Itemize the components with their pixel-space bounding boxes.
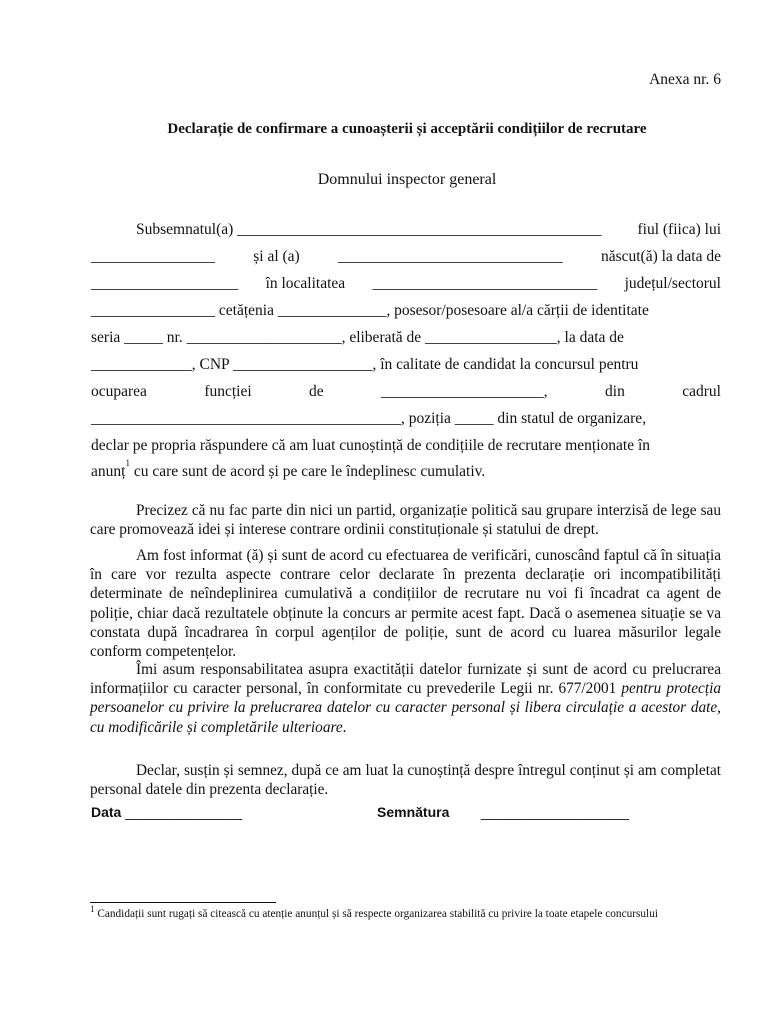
- paragraph-declaration: [90, 761, 721, 799]
- paragraph-no-party-membership: [90, 501, 721, 539]
- footnote-mark: 1: [90, 904, 95, 915]
- form-line-8: [91, 410, 721, 428]
- form-line-10: [91, 458, 721, 481]
- paragraph-text: Precizez că nu fac parte din nici un partid, organizație politică sau grupare interzisă de lege sau care promovează idei și interese contrare ordinii constituționale și statului de drept.: [90, 502, 721, 539]
- form-line-3-part: ___________________: [91, 275, 239, 292]
- date-blank: _______________: [125, 804, 243, 820]
- form-line-9: [91, 437, 721, 455]
- form-line-1: [91, 221, 721, 239]
- paragraph-text: Îmi asum responsabilitatea asupra exactității datelor furnizate și sunt de acord cu prelucrarea informațiilor cu caracter personal, în conformitate cu prevederile Legii nr. 677/2001: [90, 661, 721, 698]
- form-line-6-part: _____________, CNP __________________, în calitate de candidat la concursul pentru: [91, 356, 639, 373]
- form-line-7: [91, 383, 721, 401]
- signature-field[interactable]: ___________________: [481, 804, 629, 820]
- form-line-3-part: în localitatea: [265, 275, 346, 292]
- addressee: Domnului inspector general: [317, 171, 497, 188]
- footnote-reference: 1: [125, 458, 130, 468]
- form-line-4-part: ________________ cetățenia ______________, posesor/posesoare al/a cărții de identitate: [91, 302, 649, 319]
- footnote-separator: [90, 902, 276, 903]
- form-line-2: [91, 248, 721, 266]
- form-line-7-part: de: [309, 383, 324, 400]
- form-line-7-part: din: [605, 383, 625, 400]
- form-line-3: [91, 275, 721, 293]
- law-title-italic: pentru protecția persoanelor cu privire la prelucrarea datelor cu caracter personal și libera circulație a acestor date, cu modificările și completările ulterioare: [90, 680, 721, 736]
- form-line-2-part: ________________: [91, 248, 215, 265]
- form-line-7-part: funcției: [204, 383, 252, 400]
- form-line-2-part: născut(ă) la data de: [600, 248, 721, 265]
- form-line-10-before: anunț: [91, 463, 126, 480]
- form-line-7-part: ocuparea: [91, 383, 147, 400]
- paragraph-verification-consent: [90, 546, 721, 661]
- form-line-3-part: _____________________________: [372, 275, 598, 292]
- form-line-5-part: seria _____ nr. ____________________, eliberată de _________________, la data de: [91, 329, 624, 346]
- footnote-text: Candidații sunt rugați să citească cu atenție anunțul și să respecte organizarea stabilită cu privire la toate etapele concursului: [97, 908, 658, 920]
- form-line-2-part: _____________________________: [337, 248, 563, 265]
- form-line-2-part: și al (a): [253, 248, 300, 265]
- paragraph-end: .: [342, 718, 347, 736]
- paragraph-text: Am fost informat (ă) și sunt de acord cu efectuarea de verificări, cunoscând faptul că în situația în care vor rezulta aspecte contrare celor declarate în prezenta declarație ori incompatibilități determinate de neîndeplinirea cumulativă a condițiilor de recrutare nu voi fi încadrat ca agent de poliție, chiar dacă rezultatele obținute la concurs ar permite acest fapt. Dacă o asemenea situație se va constata după încadrarea în corpul agenților de poliție, sunt de acord cu luarea măsurilor legale conform competențelor.: [90, 547, 721, 661]
- form-line-1-part: Subsemnatul(a) _______________________________________________: [136, 221, 602, 238]
- paragraph-text: Declar, susțin și semnez, după ce am luat la cunoștință despre întregul conținut și am completat personal datele din prezenta declarație.: [90, 762, 721, 799]
- form-line-4: [91, 302, 721, 320]
- footnote: [90, 904, 720, 922]
- document-title: Declarație de confirmare a cunoașterii și acceptării condițiilor de recrutare: [167, 121, 647, 137]
- form-line-7-part: cadrul: [682, 383, 721, 400]
- form-line-1-part: fiul (fiica) lui: [637, 221, 721, 238]
- form-line-9-part: declar pe propria răspundere că am luat cunoștință de condițiile de recrutare menționate în: [91, 437, 651, 454]
- date-label: Data: [91, 804, 122, 820]
- signature-label: Semnătura: [377, 804, 450, 820]
- form-line-10-after: cu care sunt de acord și pe care le îndeplinesc cumulativ.: [129, 463, 486, 480]
- form-line-5: [91, 329, 721, 347]
- annex-number: Anexa nr. 6: [649, 71, 721, 88]
- form-line-7-part: _____________________,: [381, 383, 548, 400]
- form-line-6: [91, 356, 721, 374]
- form-line-3-part: județul/sectorul: [624, 275, 721, 292]
- form-line-8-part: ________________________________________, poziția _____ din statul de organizare,: [91, 410, 647, 427]
- paragraph-data-responsibility: [90, 660, 721, 737]
- date-field[interactable]: [91, 804, 242, 820]
